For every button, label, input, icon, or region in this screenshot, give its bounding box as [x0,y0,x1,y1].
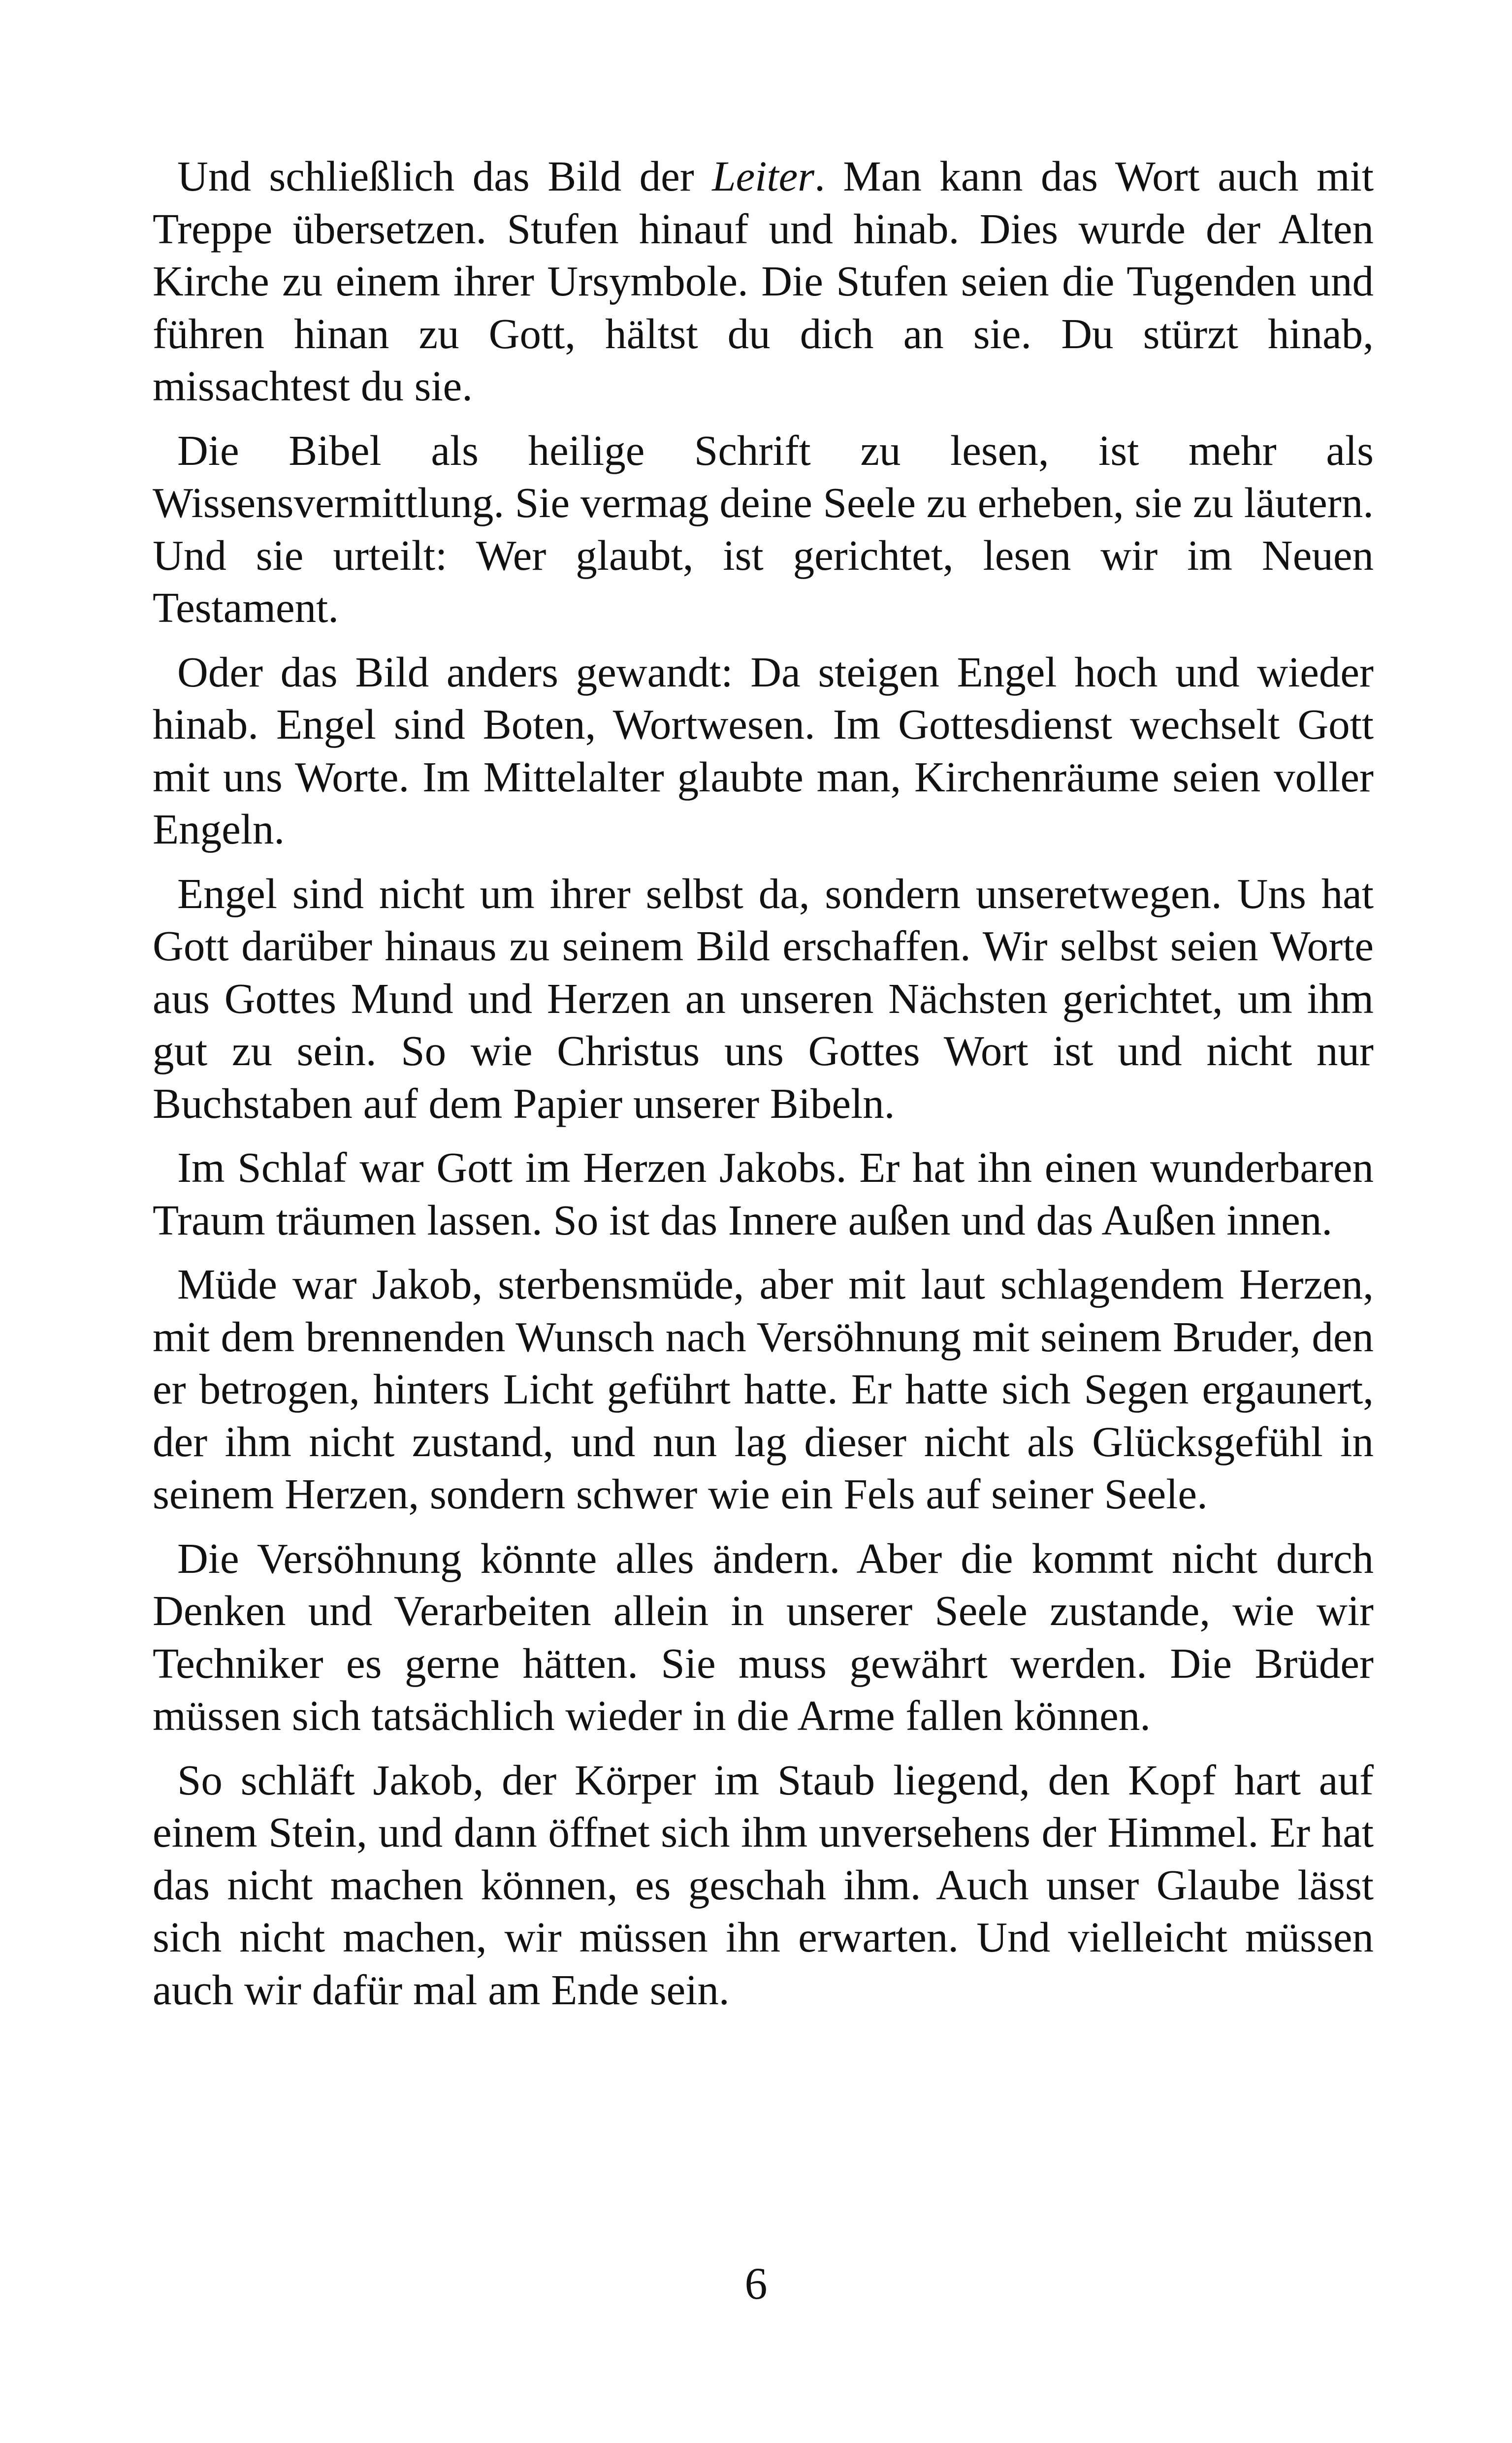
paragraph-2: Die Bibel als heilige Schrift zu lesen, ist mehr als Wissensvermittlung. Sie vermag deine Seele zu erheben, sie zu läutern. Und sie urteilt: Wer glaubt, ist gerichtet, lesen wir im Neuen Testament. [153,426,1374,631]
paragraph-4: Engel sind nicht um ihrer selbst da, sondern unseretwegen. Uns hat Gott darüber hinaus zu seinem Bild erschaffen. Wir selbst seien Worte aus Gottes Mund und Herzen an unseren Nächsten gerichtet, um ihm gut zu sein. So wie Christus uns Gottes Wort ist und nicht nur Buchstaben auf dem Papier unserer Bibeln. [153,869,1374,1127]
paragraph-7: Die Versöhnung könnte alles ändern. Aber die kommt nicht durch Denken und Verarbeiten allein in unserer Seele zustande, wie wir Techniker es gerne hätten. Sie muss gewährt werden. Die Brüder müssen sich tatsächlich wieder in die Arme fallen können. [153,1534,1374,1739]
paragraph-1-rest: . Man kann das Wort auch mit Treppe übersetzen. Stufen hinauf und hinab. Dies wurde der Alten Kirche zu einem ihrer Ursymbole. Die Stufen seien die Tugenden und führen hinan zu Gott, hältst du dich an sie. Du stürzt hinab, missachtest du sie. [153,152,1374,410]
paragraph-5: Im Schlaf war Gott im Herzen Jakobs. Er hat ihn einen wunderbaren Traum träumen lassen. So ist das Innere außen und das Außen innen. [153,1143,1374,1244]
emphasized-word: Leiter [712,152,815,200]
paragraph-1 [153,150,1374,413]
paragraph-3: Oder das Bild anders gewandt: Da steigen Engel hoch und wieder hinab. Engel sind Boten, Wortwesen. Im Gottesdienst wechselt Gott mit uns Worte. Im Mittelalter glaubte man, Kirchenräume seien voller Engeln. [153,648,1374,853]
paragraph-6: Müde war Jakob, sterbensmüde, aber mit laut schlagendem Herzen, mit dem brennenden Wunsch nach Versöhnung mit seinem Bruder, den er betrogen, hinters Licht geführt hatte. Er hatte sich Segen ergaunert, der ihm nicht zustand, und nun lag dieser nicht als Glücksgefühl in seinem Herzen, sondern schwer wie ein Fels auf seiner Seele. [153,1260,1374,1518]
page-body [153,150,1374,2028]
paragraph-8: So schläft Jakob, der Körper im Staub liegend, den Kopf hart auf einem Stein, und dann öffnet sich ihm unversehens der Himmel. Er hat das nicht machen können, es geschah ihm. Auch unser Glaube lässt sich nicht machen, wir müssen ihn erwarten. Und vielleicht müssen auch wir dafür mal am Ende sein. [153,1756,1374,2014]
page-number: 6 [744,2258,768,2309]
paragraph-1-start: Und schließlich das Bild der [177,152,712,200]
